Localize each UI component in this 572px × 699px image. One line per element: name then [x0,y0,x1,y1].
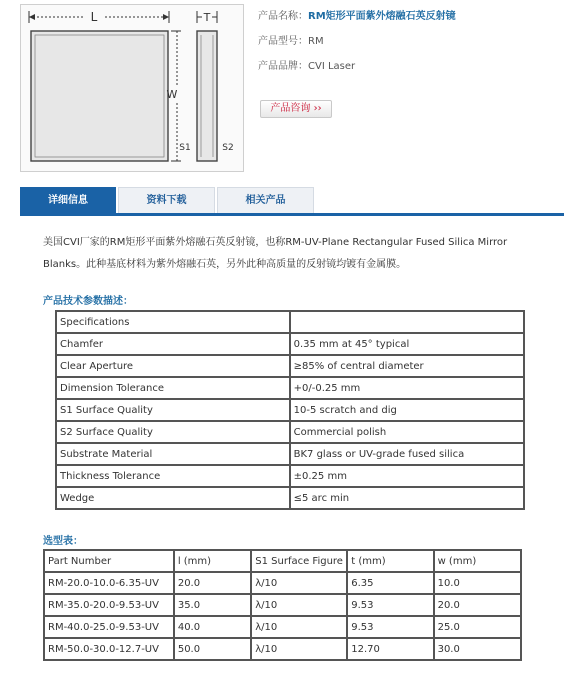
surface-figure-value: λ/10 [251,616,347,638]
spec-value [290,311,524,333]
table-row [56,443,524,465]
length-value: 40.0 [174,616,251,638]
length-value: 35.0 [174,594,251,616]
spec-name: Wedge [56,487,290,509]
spec-value: ≤5 arc min [290,487,524,509]
width-value: 25.0 [434,616,521,638]
part-number: RM-40.0-25.0-9.53-UV [44,616,174,638]
length-value: 50.0 [174,638,251,660]
label-L: L [90,10,98,24]
surface-figure-value: λ/10 [251,572,347,594]
table-header-row [44,550,521,572]
thickness-value: 9.53 [347,594,433,616]
width-value: 30.0 [434,638,521,660]
table-row [56,377,524,399]
spec-name: Substrate Material [56,443,290,465]
label-S2: S2 [222,143,234,153]
thickness-value: 9.53 [347,616,433,638]
product-name-row [258,10,456,35]
tab-details[interactable]: 详细信息 [20,187,116,213]
spec-value: 10-5 scratch and dig [290,399,524,421]
column-header: l (mm) [174,550,251,572]
part-number: RM-50.0-30.0-12.7-UV [44,638,174,660]
spec-value: BK7 glass or UV-grade fused silica [290,443,524,465]
spec-value: ≥85% of central diameter [290,355,524,377]
spec-name: Specifications [56,311,290,333]
table-row [44,594,521,616]
mirror-dimension-diagram [21,5,243,171]
thickness-value: 6.35 [347,572,433,594]
label-S1: S1 [179,143,191,153]
part-number: RM-20.0-10.0-6.35-UV [44,572,174,594]
product-description: 美国CVI厂家的RM矩形平面紫外熔融石英反射镜，也称RM-UV-Plane Rectangular Fused Silica Mirror Blanks。此种基底材料为紫外熔融石英，另外此种高质量的反射镜均镀有金属膜。 [43,237,508,270]
spec-name: Chamfer [56,333,290,355]
table-row [56,355,524,377]
spec-value: ±0.25 mm [290,465,524,487]
product-model-label: 产品型号： [258,36,308,47]
tab-bar [20,187,564,216]
spec-name: Thickness Tolerance [56,465,290,487]
column-header: w (mm) [434,550,521,572]
table-row [44,616,521,638]
spec-value: Commercial polish [290,421,524,443]
column-header: S1 Surface Figure [251,550,347,572]
spec-name: Clear Aperture [56,355,290,377]
product-brand-label: 产品品牌： [258,61,308,72]
table-row [56,465,524,487]
spec-section-title: 产品技术参数描述： [43,296,133,307]
width-value: 20.0 [434,594,521,616]
product-info [258,10,456,85]
table-row [56,421,524,443]
label-W: W [166,88,178,101]
table-row [56,311,524,333]
product-model-row [258,35,456,60]
column-header: Part Number [44,550,174,572]
length-value: 20.0 [174,572,251,594]
spec-name: S1 Surface Quality [56,399,290,421]
product-name: RM矩形平面紫外熔融石英反射镜 [308,11,456,22]
product-drawing [20,4,244,172]
spec-value: 0.35 mm at 45° typical [290,333,524,355]
table-row [56,399,524,421]
product-model: RM [308,36,324,47]
spec-value: +0/-0.25 mm [290,377,524,399]
tab-downloads[interactable]: 资料下载 [118,187,215,213]
table-row [56,487,524,509]
thickness-value: 12.70 [347,638,433,660]
spec-table [55,310,525,510]
label-T: T [203,11,211,24]
product-name-label: 产品名称： [258,11,308,22]
selection-table [43,549,522,661]
table-row [44,638,521,660]
spec-name: S2 Surface Quality [56,421,290,443]
product-inquiry-button[interactable]: 产品咨询 ›› [260,100,332,118]
product-brand-row [258,60,456,85]
part-number: RM-35.0-20.0-9.53-UV [44,594,174,616]
table-row [56,333,524,355]
tab-related-products[interactable]: 相关产品 [217,187,314,213]
column-header: t (mm) [347,550,433,572]
spec-name: Dimension Tolerance [56,377,290,399]
table-row [44,572,521,594]
surface-figure-value: λ/10 [251,594,347,616]
surface-figure-value: λ/10 [251,638,347,660]
product-brand: CVI Laser [308,61,356,72]
select-section-title: 选型表： [43,536,83,547]
width-value: 10.0 [434,572,521,594]
